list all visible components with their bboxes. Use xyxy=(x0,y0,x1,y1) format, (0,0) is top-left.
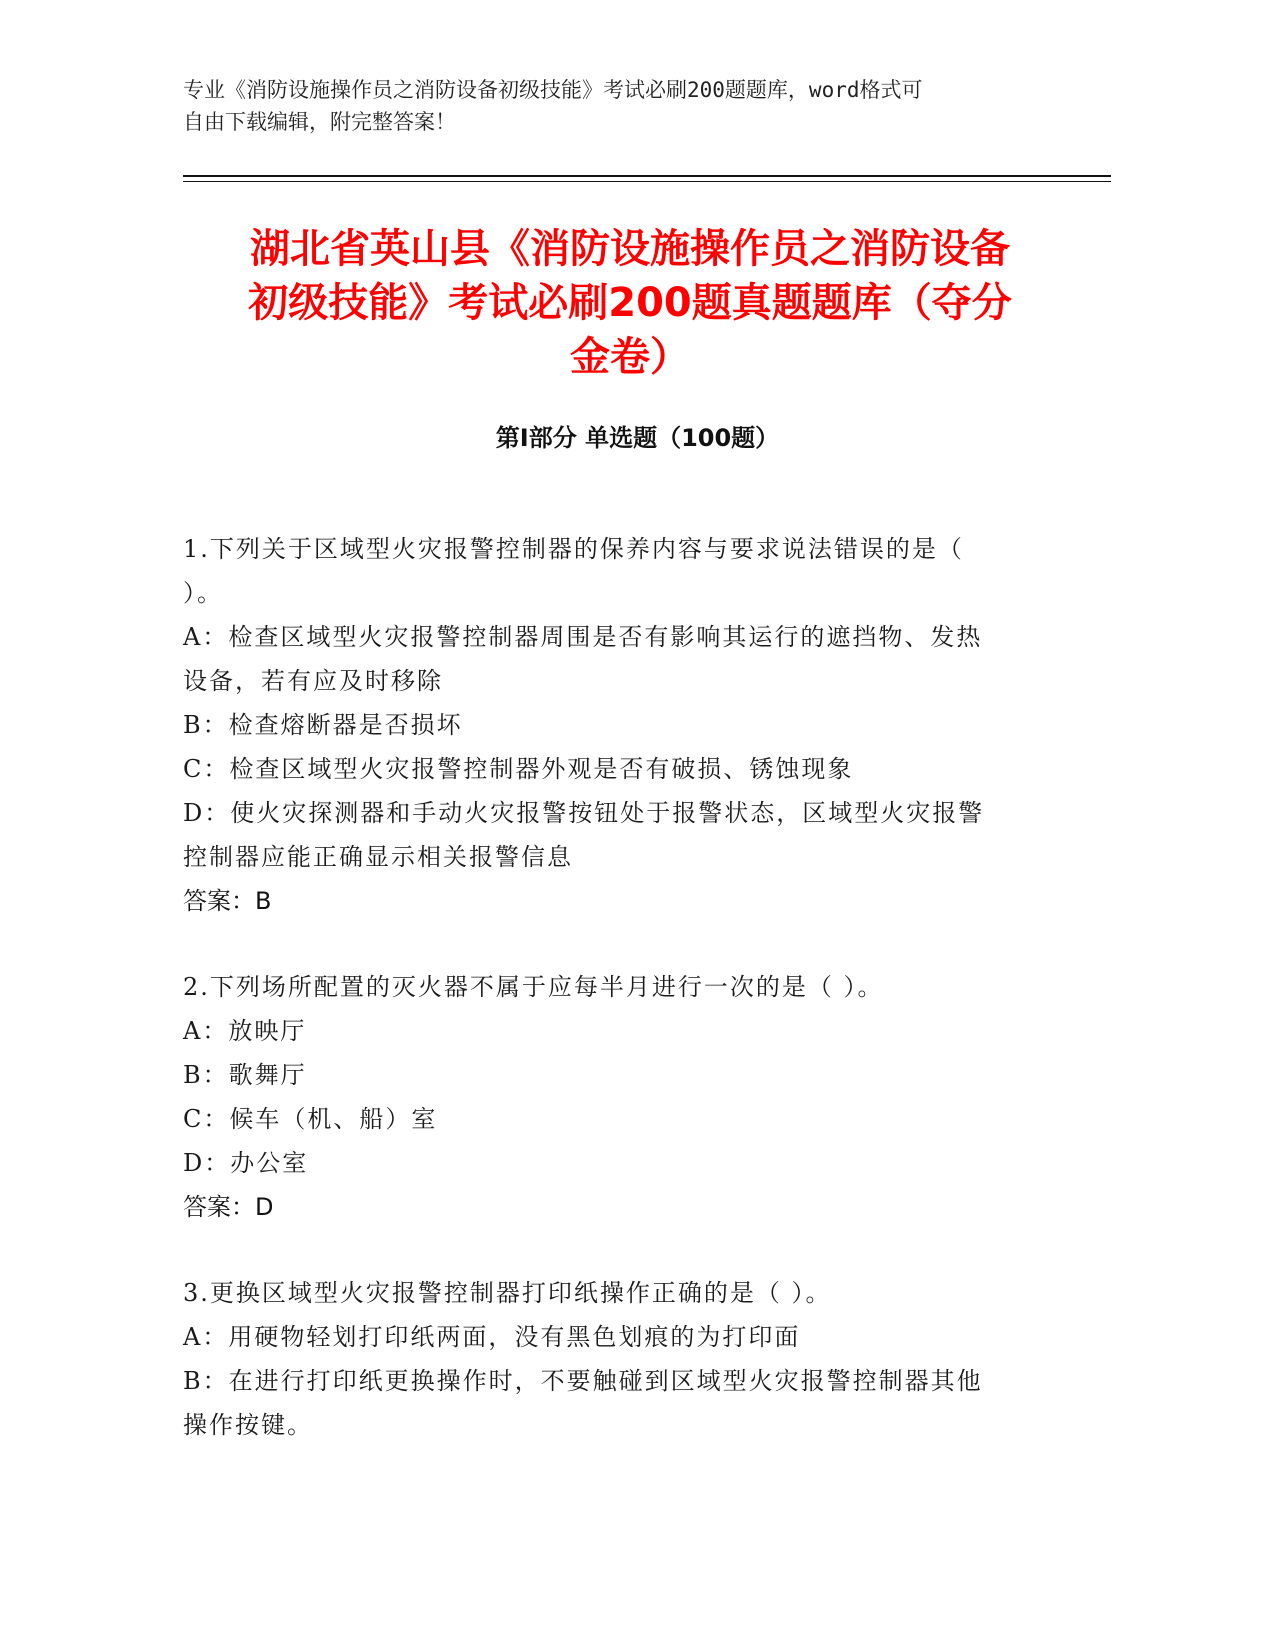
header-divider-thin xyxy=(183,181,1111,182)
question-stem: 3.更换区域型火灾报警控制器打印纸操作正确的是（ ）。 xyxy=(183,1279,832,1307)
option-d: D：使火灾探测器和手动火灾报警按钮处于报警状态，区域型火灾报警 xyxy=(183,799,985,827)
header-divider-thick xyxy=(183,175,1111,177)
option-b: B：检查熔断器是否损坏 xyxy=(183,711,463,739)
question-list xyxy=(183,527,1083,1447)
title-line: 金卷） xyxy=(570,334,690,380)
header-note-line: 自由下载编辑，附完整答案！ xyxy=(183,110,456,134)
document-title xyxy=(170,222,1090,384)
header-note xyxy=(183,74,1043,138)
option-c: C：检查区域型火灾报警控制器外观是否有破损、锈蚀现象 xyxy=(183,755,854,783)
question-stem: 2.下列场所配置的灭火器不属于应每半月进行一次的是（ ）。 xyxy=(183,973,884,1001)
section-heading: 第Ⅰ部分 单选题（100题） xyxy=(495,424,780,452)
option-c: C：候车（机、船）室 xyxy=(183,1105,438,1133)
option-b: B：在进行打印纸更换操作时，不要触碰到区域型火灾报警控制器其他 xyxy=(183,1367,983,1395)
title-line: 初级技能》考试必刷200题真题题库（夺分 xyxy=(248,280,1012,326)
option-b: B：歌舞厅 xyxy=(183,1061,307,1089)
answer-label: 答案：D xyxy=(183,1193,274,1221)
question-spacer xyxy=(183,1229,1083,1271)
header-note-line: 专业《消防设施操作员之消防设备初级技能》考试必刷200题题库，word格式可 xyxy=(183,78,923,102)
option-a: A：检查区域型火灾报警控制器周围是否有影响其运行的遮挡物、发热 xyxy=(183,623,983,651)
option-d: D：办公室 xyxy=(183,1149,309,1177)
question-block xyxy=(183,527,1083,923)
option-a: A：用硬物轻划打印纸两面，没有黑色划痕的为打印面 xyxy=(183,1323,801,1351)
option-b: 操作按键。 xyxy=(183,1411,313,1439)
question-stem: ）。 xyxy=(183,579,223,607)
answer-label: 答案：B xyxy=(183,887,272,915)
question-block xyxy=(183,1271,1083,1447)
option-a: A：放映厅 xyxy=(183,1017,307,1045)
question-block xyxy=(183,965,1083,1229)
title-line: 湖北省英山县《消防设施操作员之消防设备 xyxy=(250,226,1010,272)
question-spacer xyxy=(183,923,1083,965)
option-a: 设备，若有应及时移除 xyxy=(183,667,443,695)
option-d: 控制器应能正确显示相关报警信息 xyxy=(183,843,573,871)
question-stem: 1.下列关于区域型火灾报警控制器的保养内容与要求说法错误的是（ xyxy=(183,535,964,563)
